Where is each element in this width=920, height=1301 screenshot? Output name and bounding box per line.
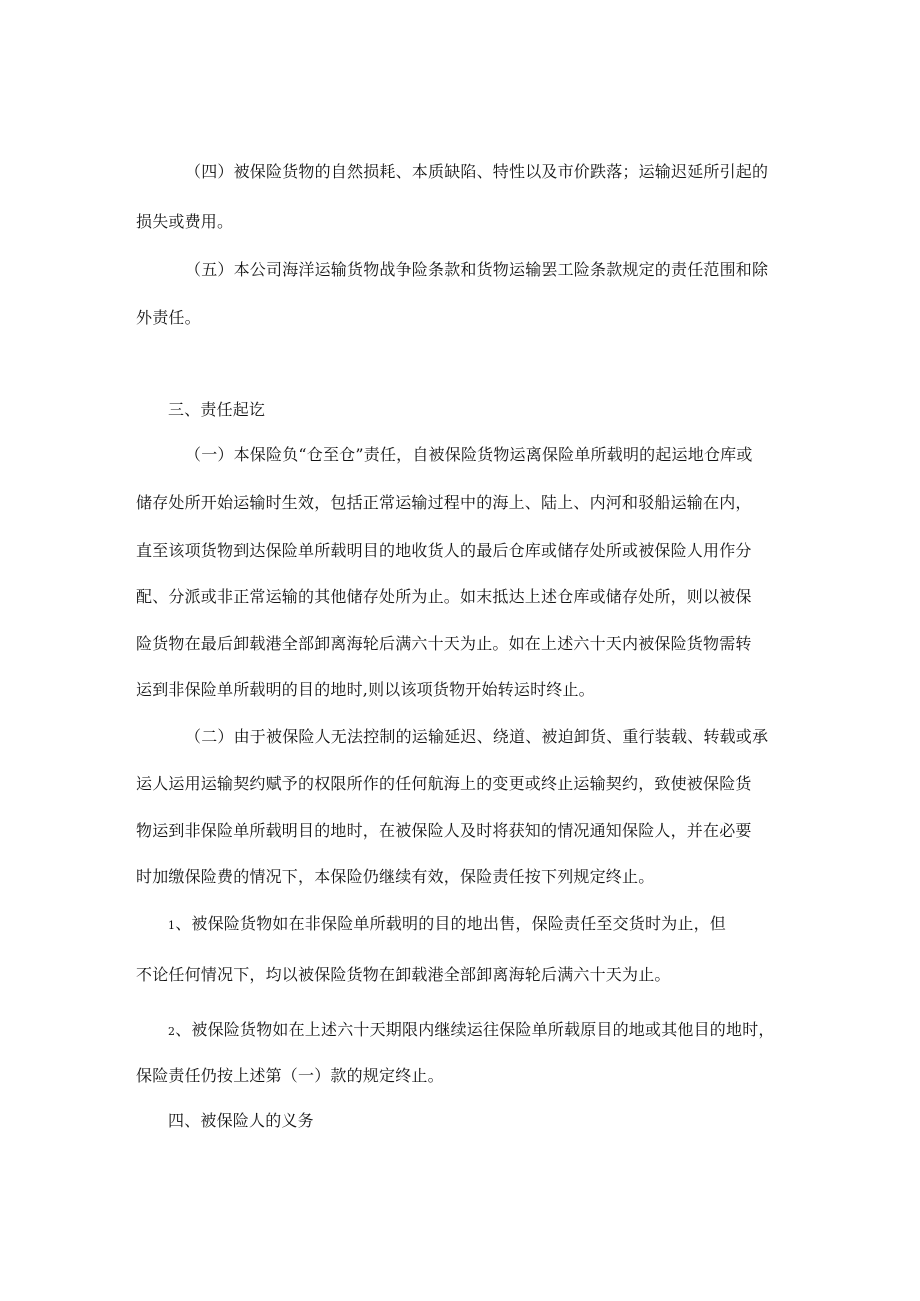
section-3-p2-line-2: 运人运用运输契约赋予的权限所作的任何航海上的变更或终止运输契约，致使被保险货 — [136, 774, 752, 793]
subitem-2-number: 2 — [168, 1025, 176, 1038]
exclusion-item-5-line-1: （五）本公司海洋运输货物战争险条款和货物运输罢工险条款规定的责任范围和除 — [185, 260, 769, 279]
section-3-subitem-1-line-2: 不论任何情况下，均以被保险货物在卸载港全部卸离海轮后满六十天为止。 — [136, 965, 671, 984]
section-3-subitem-2-line-2: 保险责任仍按上述第（一）款的规定终止。 — [136, 1066, 444, 1085]
section-3-p1-line-6: 运到非保险单所载明的目的地时,则以该项货物开始转运时终止。 — [136, 680, 595, 699]
exclusion-item-4-line-2: 损失或费用。 — [136, 212, 234, 231]
subitem-2-text: 、被保险货物如在上述六十天期限内继续运往保险单所载原目的地或其他目的地时， — [175, 1020, 775, 1039]
section-4-heading: 四、被保险人的义务 — [168, 1111, 314, 1130]
section-3-p1-line-5: 险货物在最后卸载港全部卸离海轮后满六十天为止。如在上述六十天内被保险货物需转 — [136, 634, 752, 653]
exclusion-item-5-line-2: 外责任。 — [136, 308, 201, 327]
section-3-p1-line-2: 储存处所开始运输时生效，包括正常运输过程中的海上、陆上、内河和驳船运输在内， — [136, 493, 752, 512]
exclusion-item-4-line-1: （四）被保险货物的自然损耗、本质缺陷、特性以及市价跌落；运输迟延所引起的 — [185, 162, 769, 181]
subitem-1-text: 、被保险货物如在非保险单所载明的目的地出售，保险责任至交货时为止，但 — [175, 914, 727, 933]
section-3-subitem-2-line-1 — [168, 1019, 775, 1043]
section-3-p2-line-4: 时加缴保险费的情况下，本保险仍继续有效，保险责任按下列规定终止。 — [136, 867, 655, 886]
section-3-heading: 三、责任起讫 — [168, 400, 266, 419]
section-3-p1-line-1: （一）本保险负“仓至仓”责任，自被保险货物运离保险单所载明的起运地仓库或 — [185, 445, 753, 464]
section-3-subitem-1-line-1 — [168, 913, 726, 937]
section-3-p2-line-3: 物运到非保险单所载明目的地时，在被保险人及时将获知的情况通知保险人，并在必要 — [136, 821, 752, 840]
section-3-p1-line-3: 直至该项货物到达保险单所载明目的地收货人的最后仓库或储存处所或被保险人用作分 — [136, 541, 752, 560]
section-3-p1-line-4: 配、分派或非正常运输的其他储存处所为止。如末抵达上述仓库或储存处所，则以被保 — [136, 587, 752, 606]
section-3-p2-line-1: （二）由于被保险人无法控制的运输延迟、绕道、被迫卸货、重行装载、转载或承 — [185, 727, 769, 746]
subitem-1-number: 1 — [168, 919, 176, 932]
